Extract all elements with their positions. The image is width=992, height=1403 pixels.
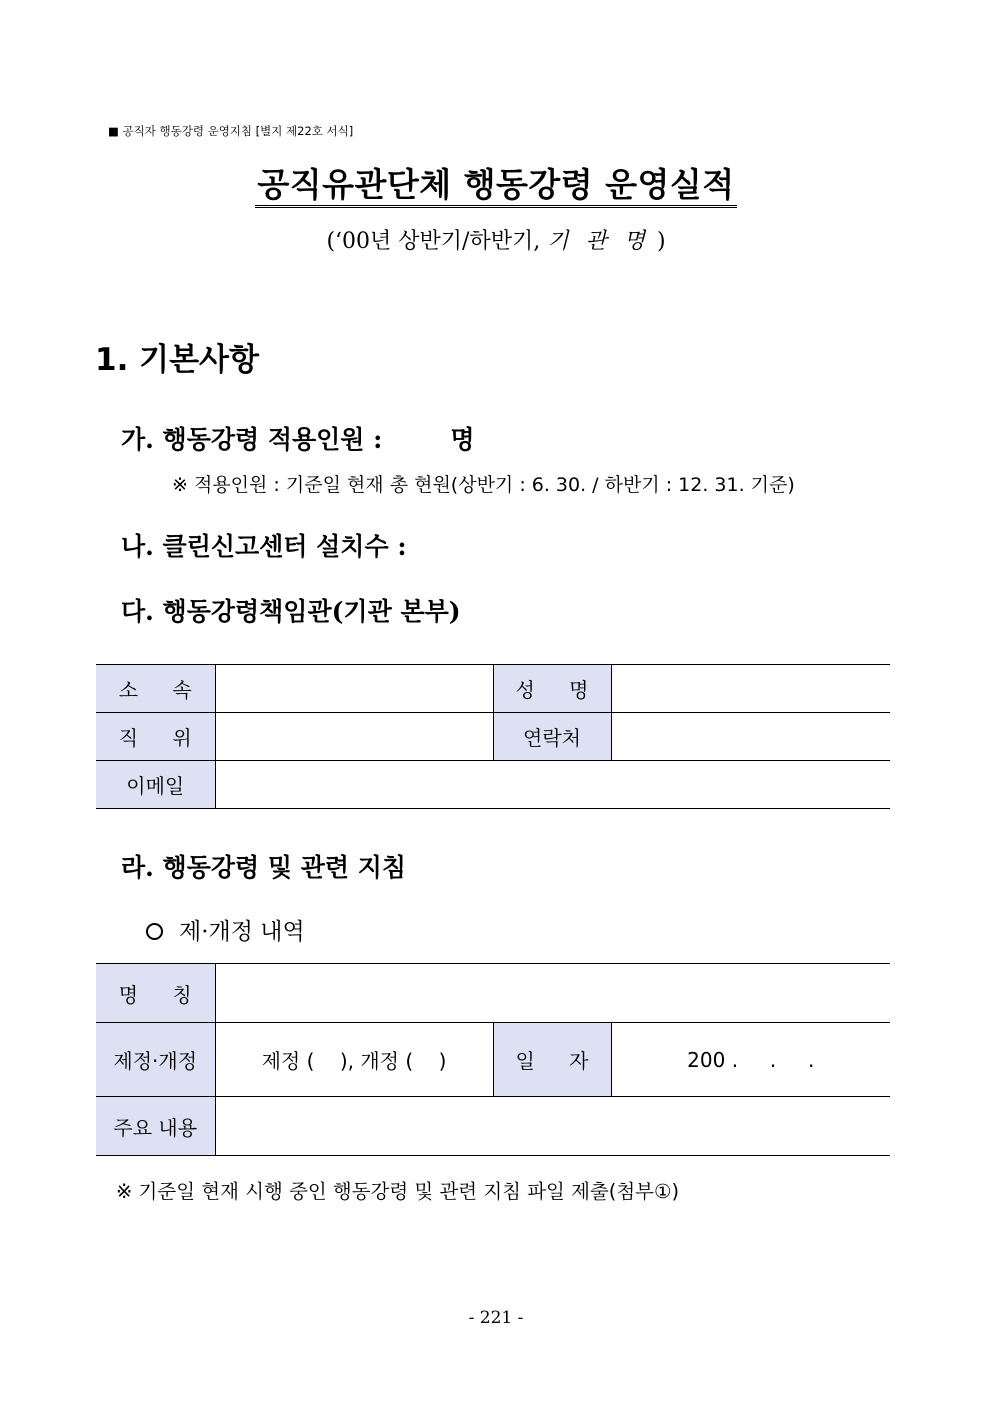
type-label: 제정·개정 [96,1023,215,1097]
revision-bullet-text: 제·개정 내역 [179,919,305,945]
date-label: 일 자 [493,1023,611,1097]
table-row [96,1097,890,1156]
name-label: 성 명 [493,665,611,713]
item-a-note: ※ 적용인원 : 기준일 현재 총 현원(상반기 : 6. 30. / 하반기 : 12. 31. 기준) [172,474,795,496]
subtitle-suffix: ) [649,229,666,254]
date-field[interactable]: 200 . . . [611,1023,890,1097]
email-field[interactable] [215,761,890,809]
item-a-unit: 명 [450,425,475,454]
revision-bullet [146,913,305,946]
footnote: ※ 기준일 현재 시행 중인 행동강령 및 관련 지침 파일 제출(첨부①) [116,1180,680,1203]
content-field[interactable] [215,1097,890,1156]
item-c-heading: 다. 행동강령책임관(기관 본부) [121,597,461,626]
contact-label: 연락처 [493,713,611,761]
circle-bullet-icon [146,923,163,940]
title-text: 공직유관단체 행동강령 운영실적 [255,165,736,208]
position-field[interactable] [215,713,493,761]
subtitle-prefix: (‘00년 상반기/하반기, [326,229,548,254]
table-row [96,964,890,1023]
item-a-label: 가. 행동강령 적용인원 : [121,425,383,454]
title-label: 명 칭 [96,964,215,1023]
affiliation-label: 소 속 [96,665,215,713]
page-number: - 221 - [468,1308,524,1328]
position-label: 직 위 [96,713,215,761]
subtitle-agency: 기 관 명 [547,229,650,254]
officer-table [96,664,890,809]
table-row [96,713,890,761]
table-row [96,665,890,713]
table-row [96,761,890,809]
form-reference: ■ 공직자 행동강령 운영지침 [별지 제22호 서식] [108,124,354,138]
section-heading-basic: 1. 기본사항 [95,342,259,378]
revision-table [96,963,890,1156]
affiliation-field[interactable] [215,665,493,713]
name-field[interactable] [611,665,890,713]
item-b-heading: 나. 클린신고센터 설치수 : [121,532,407,561]
type-field[interactable]: 제정 ( ), 개정 ( ) [215,1023,493,1097]
item-a-heading [121,420,475,456]
document-title [0,164,992,205]
contact-field[interactable] [611,713,890,761]
title-field[interactable] [215,964,890,1023]
document-subtitle [0,224,992,255]
item-d-heading: 라. 행동강령 및 관련 지침 [121,853,407,882]
email-label: 이메일 [96,761,215,809]
content-label: 주요 내용 [96,1097,215,1156]
table-row [96,1023,890,1097]
